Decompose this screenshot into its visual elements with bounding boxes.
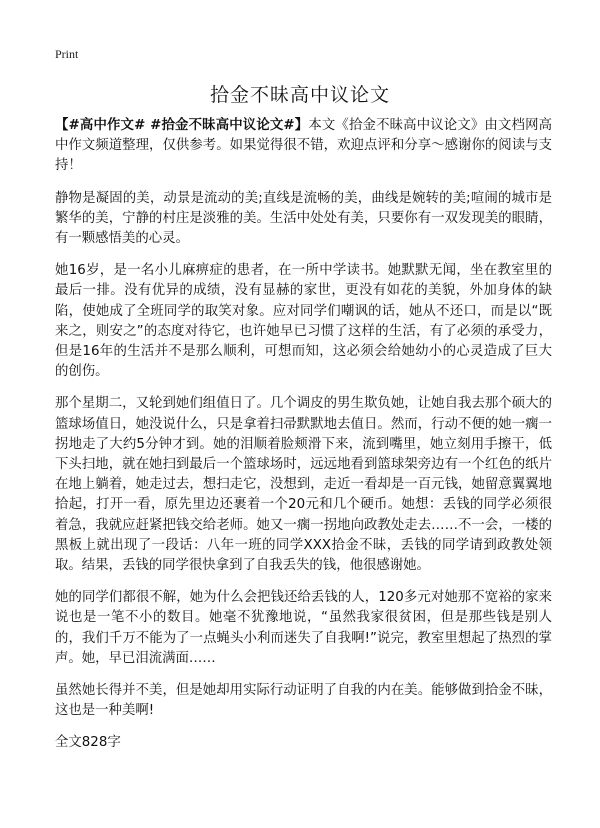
paragraph-2: 她16岁，是一名小儿麻痹症的患者，在一所中学读书。她默默无闻，坐在教室里的最后一排。没有优异的成绩，没有显赫的家世，更没有如花的美貌，外加身体的缺陷，使她成了全班同学的取笑对象。应对同学们嘲讽的话，她从不还口，而是以“既来之，则安之”的态度对待它，也许她早已习惯了这样的生活，有了必须的承受力，但是16年的生活并不是那么顺利，可想而知，这必须会给她幼小的心灵造成了巨大的创伤。	[55, 263, 552, 380]
paragraph-3: 那个星期二，又轮到她们组值日了。几个调皮的男生欺负她，让她自我去那个硕大的篮球场值日，她没说什么，只是拿着扫帚默默地去值日。然而，行动不便的她一瘸一拐地走了大约5分钟才到。她的泪顺着脸颊滑下来，流到嘴里，她立刻用手擦干，低下头扫地，就在她扫到最后一个篮球场时，远远地看到篮球架旁边有一个红色的纸片在地上躺着，她走过去，想扫走它，没想到，走近一看却是一百元钱，她留意翼翼地拾起，打开一看，原先里边还裹着一个20元和几个硬币。她想：丢钱的同学必须很着急，我就应赶紧把钱交给老师。她又一瘸一拐地向政教处走去……不一会，一楼的黑板上就出现了一段话：八年一班的同学XXX拾金不昧，丢钱的同学请到政教处领取。结果，丢钱的同学很快拿到了自我丢失的钱，他很感谢她。	[55, 396, 552, 574]
paragraph-4: 她的同学们都很不解，她为什么会把钱还给丢钱的人，120多元对她那不宽裕的家来说也是一笔不小的数目。她毫不犹豫地说，“虽然我家很贫困，但是那些钱是别人的，我们千万不能为了一点蝇头小利而迷失了自我啊!”说完，教室里想起了热烈的掌声。她，早已泪流满面……	[55, 590, 552, 666]
article-body	[55, 116, 552, 766]
print-link[interactable]: Print	[55, 47, 79, 61]
word-count: 全文828字	[55, 735, 121, 751]
intro-paragraph	[55, 116, 552, 177]
paragraph-1: 静物是凝固的美，动景是流动的美;直线是流畅的美，曲线是婉转的美;喧闹的城市是繁华的美，宁静的村庄是淡雅的美。生活中处处有美，只要你有一双发现美的眼睛，有一颗感悟美的心灵。	[55, 190, 552, 247]
paragraph-5: 虽然她长得并不美，但是她却用实际行动证明了自我的内在美。能够做到拾金不昧，这也是一种美啊!	[55, 683, 552, 719]
page-title: 拾金不昧高中议论文	[209, 84, 390, 106]
intro-tag: 【#高中作文# #拾金不昧高中议论文#】	[55, 118, 309, 133]
intro-text: 本文《拾金不昧高中议论文》由文档网高中作文频道整理，仅供参考。如果觉得很不错，欢迎点评和分享～感谢你的阅读与支持！	[55, 118, 553, 174]
